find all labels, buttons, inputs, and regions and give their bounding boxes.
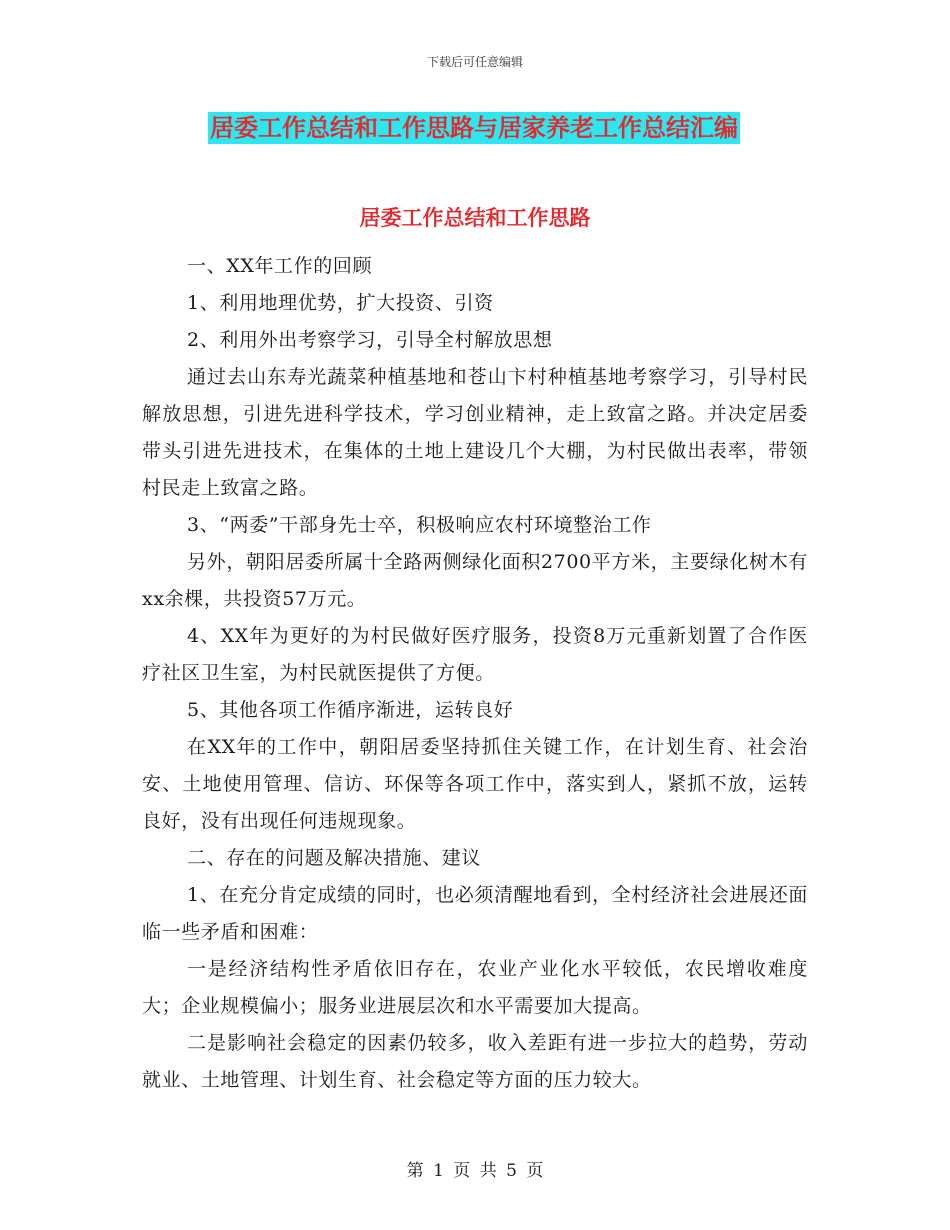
paragraph: 3、“两委”干部身先士卒，积极响应农村环境整治工作 (187, 514, 652, 536)
paragraph: 在XX年的工作中，朝阳居委坚持抓住关键工作，在计划生育、社会治安、土地使用管理、信访、环保等各项工作中，落实到人，紧抓不放，运转良好，没有出现任何违规现象。 (142, 736, 808, 832)
paragraph: 一是经济结构性矛盾依旧存在，农业产业化水平较低，农民增收难度大；企业规模偏小；服务业进展层次和水平需要加大提高。 (142, 958, 808, 1017)
paragraph: 4、XX年为更好的为村民做好医疗服务，投资8万元重新划置了合作医疗社区卫生室，为村民就医提供了方便。 (142, 625, 808, 684)
document-body (142, 248, 808, 1099)
paragraph: 通过去山东寿光蔬菜种植基地和苍山卞村种植基地考察学习，引导村民解放思想，引进先进科学技术，学习创业精神，走上致富之路。并决定居委带头引进先进技术，在集体的土地上建设几个大棚，为村民做出表率，带领村民走上致富之路。 (142, 366, 808, 499)
section-title: 居委工作总结和工作思路 (359, 205, 591, 230)
paragraph: 2、利用外出考察学习，引导全村解放思想 (187, 329, 553, 351)
header-note: 下载后可任意编辑 (426, 55, 523, 69)
paragraph: 二、存在的问题及解决措施、建议 (187, 847, 482, 869)
paragraph: 1、在充分肯定成绩的同时，也必须清醒地看到，全村经济社会进展还面临一些矛盾和困难： (142, 884, 808, 943)
paragraph: 5、其他各项工作循序渐进，运转良好 (187, 699, 514, 721)
paragraph: 另外，朝阳居委所属十全路两侧绿化面积2700平方米，主要绿化树木有xx余棵，共投资57万元。 (142, 551, 808, 610)
main-title: 居委工作总结和工作思路与居家养老工作总结汇编 (210, 113, 738, 142)
paragraph: 一、XX年工作的回顾 (187, 255, 373, 277)
paragraph: 1、利用地理优势，扩大投资、引资 (187, 292, 494, 314)
page-number-footer: 第 1 页 共 5 页 (406, 1161, 544, 1181)
paragraph: 二是影响社会稳定的因素仍较多，收入差距有进一步拉大的趋势，劳动就业、土地管理、计划生育、社会稳定等方面的压力较大。 (142, 1032, 808, 1091)
